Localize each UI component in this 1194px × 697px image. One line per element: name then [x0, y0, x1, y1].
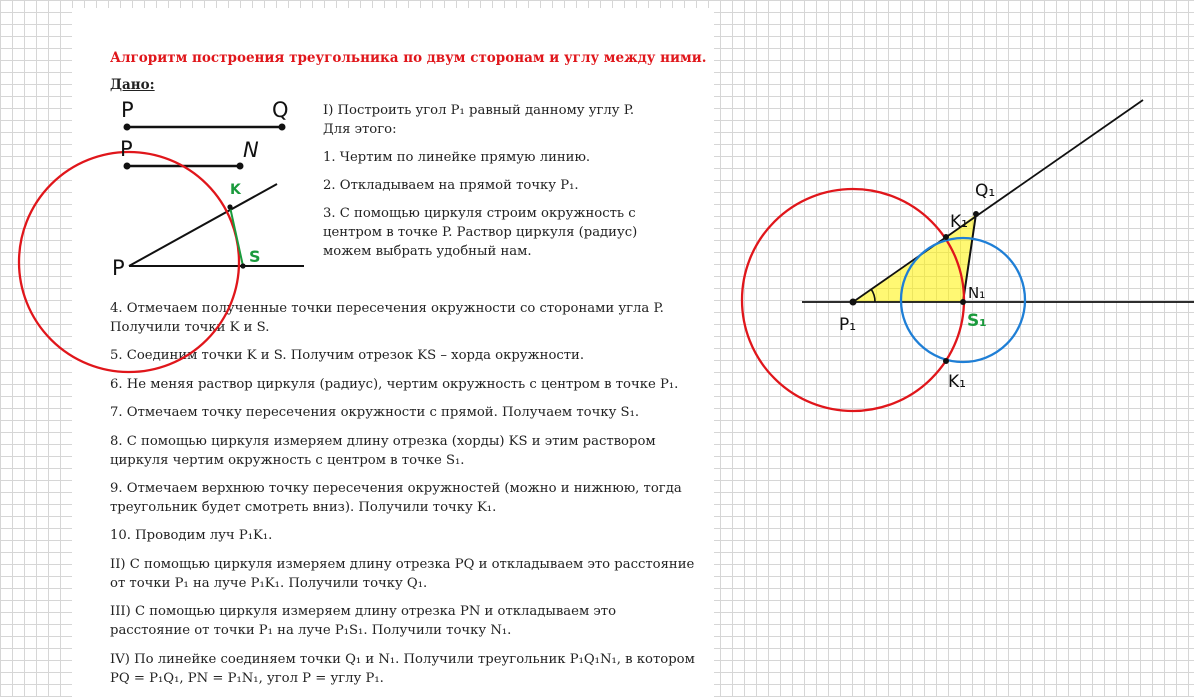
point-k1-bottom	[943, 358, 949, 364]
label-p-top: P	[121, 98, 134, 122]
step-2: 2. Откладываем на прямой точку P₁.	[323, 178, 579, 193]
label-p-vertex: P	[112, 256, 125, 280]
label-q1: Q₁	[975, 181, 996, 201]
step-iii: III) С помощью циркуля измеряем длину отрезка PN и откладываем это расстояние от точки P₁ на луче P₁S₁. Получили точку N₁.	[110, 604, 617, 639]
step-iv: IV) По линейке соединяем точки Q₁ и N₁. Получили треугольник P₁Q₁N₁, в котором PQ = P₁Q₁, PN = P₁N₁, угол P = углу P₁.	[110, 651, 695, 686]
label-p-mid: P	[120, 137, 133, 161]
step-8: 8. С помощью циркуля измеряем длину отрезка (хорды) KS и этим раствором циркуля чертим окружность с центром в точке S₁.	[110, 433, 656, 468]
step-9: 9. Отмечаем верхнюю точку пересечения окружностей (можно и нижнюю, тогда треугольник будет смотреть вниз). Получили точку K₁.	[110, 480, 682, 515]
label-k: K	[230, 182, 241, 198]
label-k1-bottom: K₁	[948, 372, 966, 392]
step-1-intro: I) Построить угол P₁ равный данному углу P.	[323, 103, 635, 118]
label-s1: S₁	[967, 311, 987, 331]
step-4: 4. Отмечаем полученные точки пересечения окружности со сторонами угла P. Получили точки K и S.	[110, 301, 664, 335]
label-p1: P₁	[839, 315, 857, 335]
point-k1-top	[943, 234, 949, 240]
given-label: Дано:	[110, 77, 155, 93]
step-6: 6. Не меняя раствор циркуля (радиус), чертим окружность с центром в точке P₁.	[110, 376, 679, 392]
point-p1	[850, 299, 857, 306]
step-1-for-this: Для этого:	[323, 122, 397, 137]
label-k1-top: K₁	[950, 212, 968, 232]
step-5: 5. Соединим точки K и S. Получим отрезок KS – хорда окружности.	[110, 348, 585, 364]
step-3: 3. С помощью циркуля строим окружность с центром в точке P. Раствор циркуля (радиус) можем выбрать удобный нам.	[323, 206, 638, 259]
label-n: N	[243, 138, 259, 162]
step-1: 1. Чертим по линейке прямую линию.	[323, 150, 591, 165]
label-q: Q	[272, 98, 289, 122]
step-ii: II) С помощью циркуля измеряем длину отрезка PQ и откладываем это расстояние от точки P₁ на луче P₁K₁. Получили точку Q₁.	[110, 556, 695, 591]
label-s: S	[249, 247, 261, 266]
ray-p1k1	[853, 100, 1143, 302]
label-n1: N₁	[968, 284, 986, 302]
point-q1	[973, 211, 979, 217]
document-title: Алгоритм построения треугольника по двум сторонам и углу между ними.	[110, 50, 707, 66]
point-n1	[960, 299, 966, 305]
step-7: 7. Отмечаем точку пересечения окружности с прямой. Получаем точку S₁.	[110, 405, 640, 421]
step-10: 10. Проводим луч P₁K₁.	[110, 528, 273, 544]
